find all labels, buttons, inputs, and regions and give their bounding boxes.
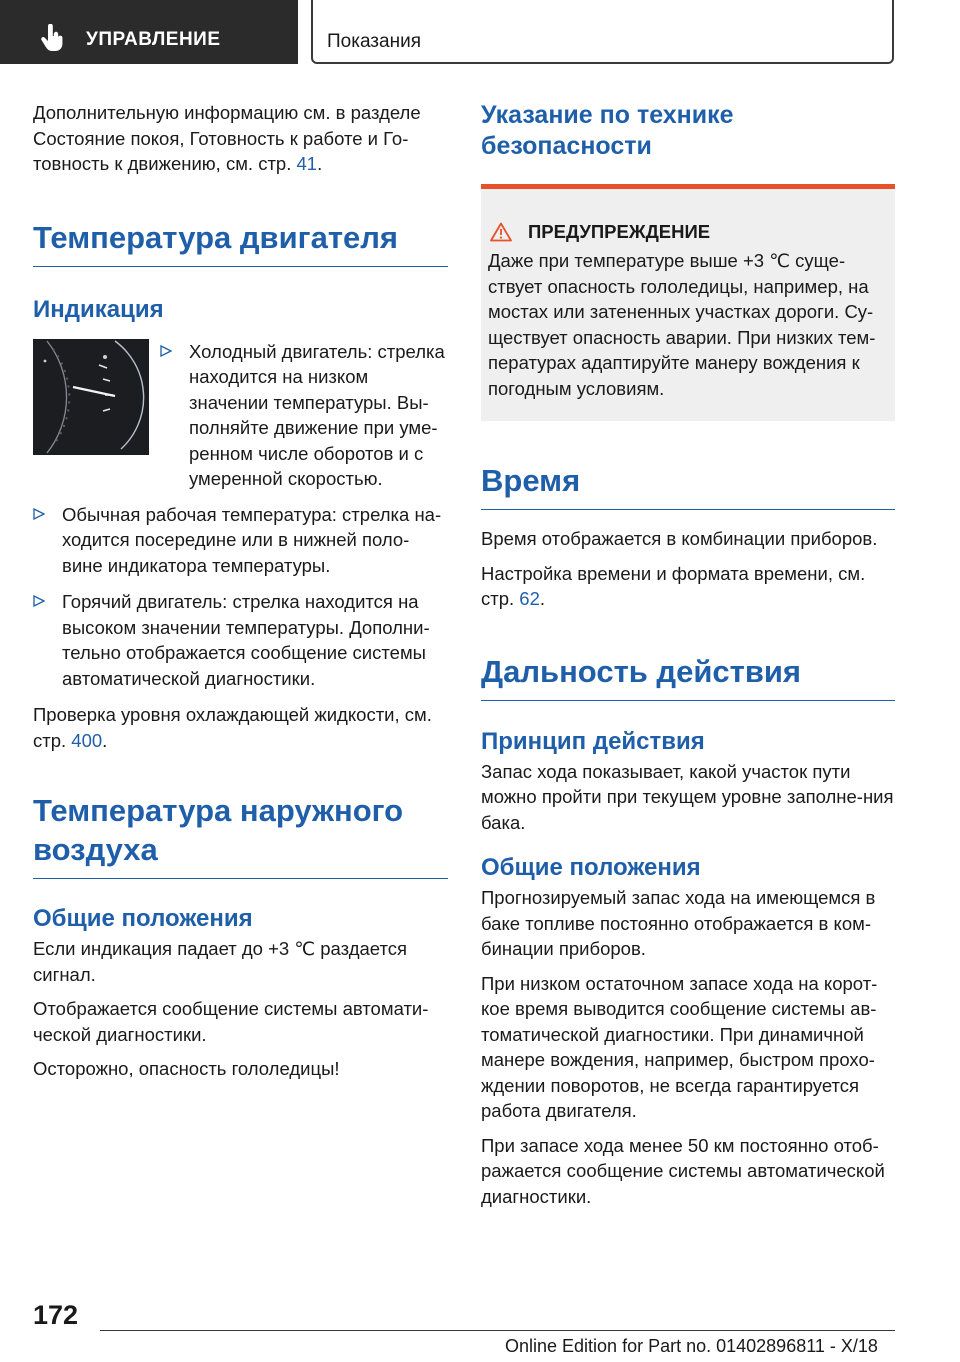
intro-paragraph: Дополнительную информацию см. в разделе Состояние покоя, Готовность к работе и Го-товность к движению, см. стр. 41.: [33, 102, 421, 174]
time-paragraph-2: Настройка времени и формата времени, см. стр. 62.: [481, 562, 866, 609]
temperature-gauge-image: [33, 339, 149, 455]
page-number: 172: [33, 1300, 79, 1330]
range-paragraph-1: Запас хода показывает, какой участок пути можно пройти при текущем уровне заполне-ния бака.: [481, 760, 894, 833]
footer-divider: [100, 1330, 895, 1331]
list-item-normal-temperature: Обычная рабочая температура: стрелка на-ходится посередине или в нижней поло-вине индикатора температуры.: [33, 502, 448, 579]
page-link-41[interactable]: 41: [296, 153, 318, 174]
chapter-box: [311, 0, 894, 64]
heading-engine-temperature: Температура двигателя: [33, 218, 448, 267]
heading-general-left: Общие положения: [33, 905, 253, 932]
paragraph-ice-caution: Осторожно, опасность гололедицы!: [33, 1058, 340, 1079]
section-tab: [0, 0, 298, 64]
range-paragraph-2: Прогнозируемый запас хода на имеющемся в баке топливе постоянно отображается в ком-бинации приборов.: [481, 887, 876, 959]
edition-text: Online Edition for Part no. 01402896811 - X/18: [505, 1336, 878, 1356]
paragraph-signal: Если индикация падает до +3 ℃ раздается сигнал.: [33, 938, 407, 985]
heading-general-right: Общие положения: [481, 854, 701, 881]
warning-title: ПРЕДУПРЕЖДЕНИЕ: [488, 219, 881, 244]
section-title: УПРАВЛЕНИЕ: [86, 29, 221, 50]
page-link-62[interactable]: 62: [519, 588, 540, 609]
warning-box: [481, 184, 895, 421]
heading-indication: Индикация: [33, 295, 164, 323]
heading-range: Дальность действия: [481, 652, 895, 701]
page-link-400[interactable]: 400: [71, 729, 103, 751]
warning-icon: [490, 222, 512, 242]
triangle-bullet-icon: [33, 508, 45, 520]
heading-outside-temperature: Температура наружного воздуха: [33, 791, 448, 879]
list-item-hot-engine: Горячий двигатель: стрелка находится на высоком значении температуры. Дополни-тельно отображается сообщение системы автоматической диагностики.: [33, 589, 448, 691]
triangle-bullet-icon: [160, 345, 172, 357]
chapter-title: Показания: [327, 31, 421, 52]
time-paragraph-1: Время отображается в комбинации приборов.: [481, 528, 878, 549]
warning-text: Даже при температуре выше +3 ℃ суще-ствует опасность гололедицы, например, на мостах или затененных участках дороги. Су-ществует опасность аварии. При низких тем-пературах адаптируйте манеру вождения к погодным условиям.: [488, 250, 876, 399]
list-item-cold-engine: Холодный двигатель: стрелка находится на низком значении температуры. Вы-полняйте движение при уме-ренном числе оборотов и с умеренной скоростью.: [160, 339, 448, 492]
heading-time: Время: [481, 461, 895, 510]
gauge-list-item: [33, 339, 448, 492]
triangle-bullet-icon: [33, 595, 45, 607]
paragraph-diagnostic: Отображается сообщение системы автомати-ческой диагностики.: [33, 998, 429, 1045]
heading-safety: Указание по технике безопасности: [481, 101, 734, 160]
heading-principle: Принцип действия: [481, 727, 705, 755]
coolant-paragraph: Проверка уровня охлаждающей жидкости, см. стр. 400.: [33, 704, 432, 751]
range-paragraph-3: При низком остаточном запасе хода на корот-кое время выводится сообщение системы ав-томатической диагностики. При динамичной манере вождения, например, быстром прохо-ждении поворотов, не всегда гарантируется работа двигателя.: [481, 972, 878, 1121]
right-column: [481, 100, 895, 1209]
hand-pointer-icon: [40, 24, 66, 52]
range-paragraph-4: При запасе хода менее 50 км постоянно отоб-ражается сообщение системы автоматической диагностики.: [481, 1134, 885, 1207]
left-column: [33, 100, 448, 1082]
